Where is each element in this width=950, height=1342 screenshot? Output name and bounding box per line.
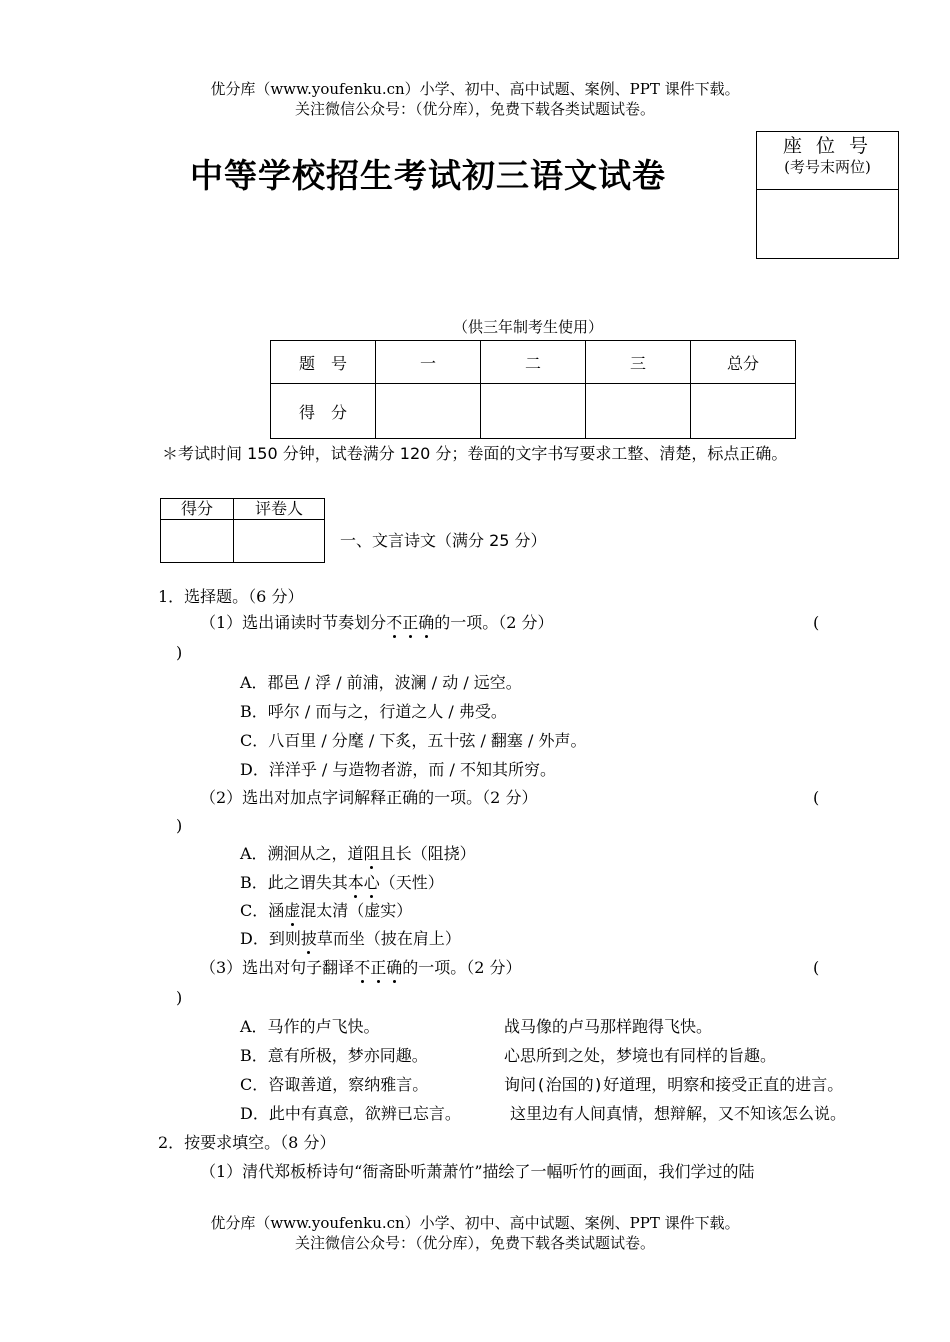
dotted-char: 虚	[284, 901, 301, 920]
q1-sub3-option-a-source: A．马作的卢飞快。	[240, 1017, 380, 1036]
footer-line-1: 优分库（www.youfenku.cn）小学、初中、高中试题、案例、PPT 课件下载。	[210, 1214, 740, 1232]
q1-sub2-option-b: B．此之谓失其本心（天性）	[240, 873, 444, 892]
dotted-char: 不	[386, 613, 403, 632]
dotted-char: 披	[300, 929, 317, 948]
q1-sub1-option-a: A．郡邑 / 浮 / 前浦，波澜 / 动 / 远空。	[240, 673, 522, 692]
answer-paren-open[interactable]: (	[813, 788, 820, 807]
header-line-1: 优分库（www.youfenku.cn）小学、初中、高中试题、案例、PPT 课件下载。	[210, 80, 740, 98]
dotted-char: 确	[418, 613, 435, 632]
q1-sub2-option-d: D．到则披草而坐（披在肩上）	[240, 929, 461, 948]
usage-note: （供三年制考生使用）	[452, 318, 603, 336]
q1-sub2-option-a: A．溯洄从之，道阻且长（阻挠）	[240, 844, 476, 863]
q2-sub1-stem: （1）清代郑板桥诗句“衙斋卧听萧萧竹”描绘了一幅听竹的画面，我们学过的陆	[200, 1162, 755, 1181]
score-header-2: 二	[481, 341, 586, 384]
score-header-3: 三	[586, 341, 691, 384]
q1-sub3-option-d-source: D．此中有真意，欲辨已忘言。	[240, 1104, 461, 1123]
grader-name-label: 评卷人	[234, 499, 325, 520]
page-title: 中等学校招生考试初三语文试卷	[190, 156, 666, 195]
seat-label: 座 位 号	[782, 135, 873, 157]
question-1-title: 1．选择题。（6 分）	[158, 587, 304, 606]
score-header-1: 一	[376, 341, 481, 384]
grader-score-label: 得分	[161, 499, 234, 520]
q1-sub1-option-c: C．八百里 / 分麾 / 下炙，五十弦 / 翻塞 / 外声。	[240, 731, 587, 750]
q1-sub1-stem: （1）选出诵读时节奏划分不正确的一项。（2 分）	[200, 613, 554, 632]
score-cell-1	[376, 384, 481, 439]
seat-note: (考号末两位)	[784, 158, 871, 176]
q1-sub3-option-b-translation: 心思所到之处，梦境也有同样的旨趣。	[504, 1046, 777, 1065]
q1-sub3-option-a-translation: 战马像的卢马那样跑得飞快。	[504, 1017, 713, 1036]
q1-sub1-option-b: B．呼尔 / 而与之，行道之人 / 弗受。	[240, 702, 507, 721]
dotted-char: 本	[347, 873, 364, 892]
dotted-char: 正	[370, 958, 387, 977]
grader-table	[160, 498, 325, 563]
q1-sub2-stem: （2）选出对加点字词解释正确的一项。（2 分）	[200, 788, 538, 807]
score-table	[270, 340, 796, 439]
q1-sub3-option-c-source: C．咨诹善道，察纳雅言。	[240, 1075, 429, 1094]
score-header-total: 总分	[691, 341, 796, 384]
dotted-char: 心	[363, 873, 380, 892]
header-line-2: 关注微信公众号：（优分库），免费下载各类试题试卷。	[294, 100, 655, 118]
q1-sub2-option-c: C．涵虚混太清（虚实）	[240, 901, 413, 920]
footer-line-2: 关注微信公众号：（优分库），免费下载各类试题试卷。	[294, 1234, 655, 1252]
score-cell-3	[586, 384, 691, 439]
dotted-char: 阻	[363, 844, 380, 863]
section-1-heading: 一、文言诗文（满分 25 分）	[340, 531, 547, 550]
question-2-title: 2．按要求填空。（8 分）	[158, 1133, 336, 1152]
answer-paren-open[interactable]: (	[813, 958, 820, 977]
score-cell-2	[481, 384, 586, 439]
q1-sub1-option-d: D．洋洋乎 / 与造物者游，而 / 不知其所穷。	[240, 760, 556, 779]
exam-notice: ＊考试时间 150 分钟，试卷满分 120 分；卷面的文字书写要求工整、清楚，标点正确。	[162, 444, 788, 463]
q1-sub3-stem: （3）选出对句子翻译不正确的一项。（2 分）	[200, 958, 522, 977]
answer-paren-close: )	[176, 816, 183, 835]
seat-number-box	[756, 131, 899, 259]
q1-sub3-option-c-translation: 询问(治国的)好道理，明察和接受正直的进言。	[504, 1075, 844, 1094]
answer-paren-close: )	[176, 988, 183, 1007]
score-row-label: 得 分	[271, 384, 376, 439]
grader-name-cell	[234, 520, 325, 563]
answer-paren-open[interactable]: (	[813, 613, 820, 632]
dotted-char: 确	[386, 958, 403, 977]
score-cell-total	[691, 384, 796, 439]
score-header-question: 题 号	[271, 341, 376, 384]
answer-paren-close: )	[176, 643, 183, 662]
dotted-char: 不	[354, 958, 371, 977]
grader-score-cell	[161, 520, 234, 563]
q1-sub3-option-b-source: B．意有所极，梦亦同趣。	[240, 1046, 428, 1065]
dotted-char: 正	[402, 613, 419, 632]
q1-sub3-option-d-translation: 这里边有人间真情，想辩解，又不知该怎么说。	[510, 1104, 847, 1123]
